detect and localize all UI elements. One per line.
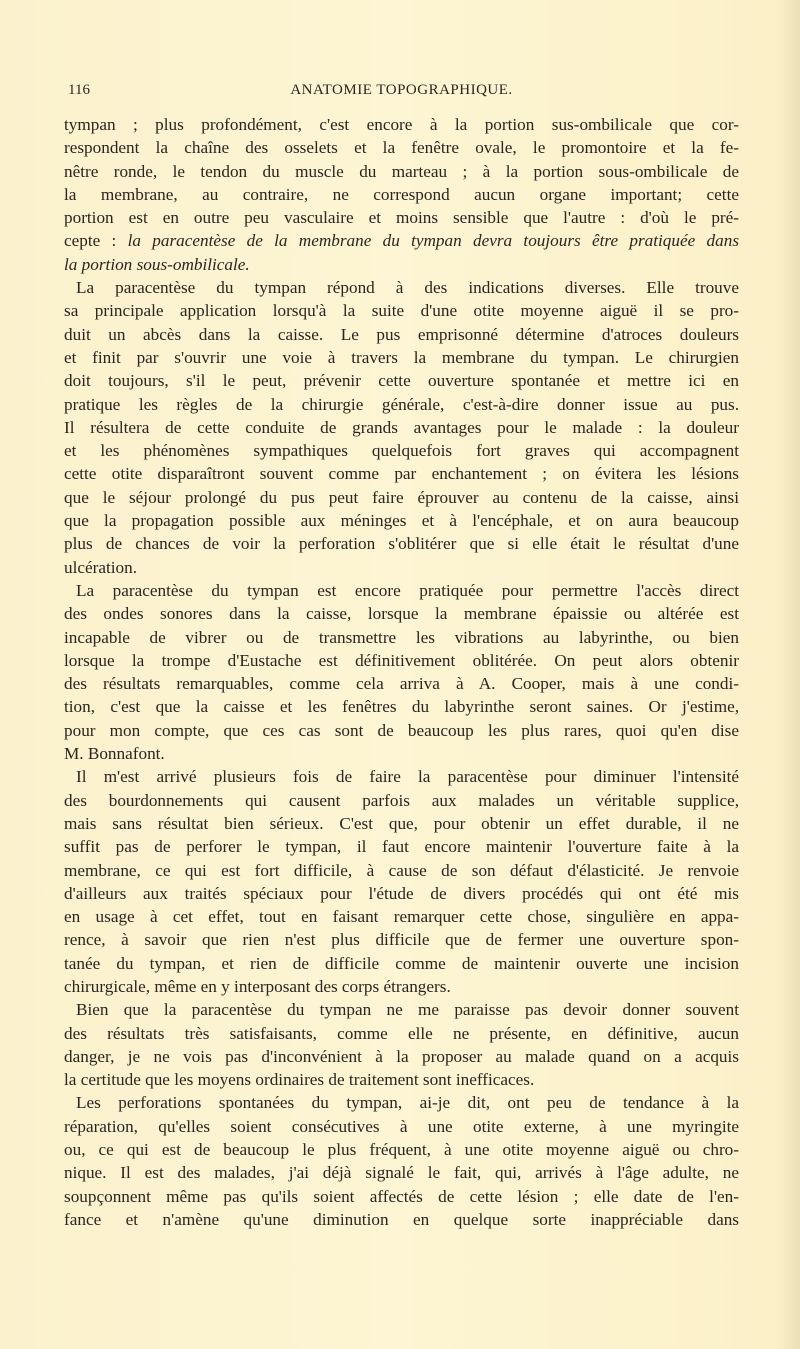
text-line [64, 835, 739, 858]
text-line-roman: ulcération. [64, 557, 138, 577]
text-line-roman: que la propagation possible aux méninges et à l'encéphale, et on aura beaucoup [64, 511, 739, 531]
text-line [64, 1161, 739, 1184]
text-line [64, 602, 739, 625]
text-line-roman: sa principale application lorsqu'à la suite d'une otite moyenne aiguë il se pro- [64, 301, 739, 321]
text-line [64, 812, 739, 835]
text-line-roman: danger, je ne vois pas d'inconvénient à la proposer au malade quand on a acquis [64, 1046, 739, 1066]
text-line [64, 439, 739, 462]
text-line [64, 672, 739, 695]
text-line-roman: cette otite disparaîtront souvent comme par enchantement ; on évitera les lésions [64, 464, 739, 484]
text-line [64, 952, 739, 975]
text-line-roman: la certitude que les moyens ordinaires de traitement sont inefficaces. [64, 1070, 535, 1090]
text-line-roman: cepte : [64, 231, 128, 251]
text-line-roman: et les phénomènes sympathiques quelquefois fort graves qui accompagnent [64, 441, 739, 461]
text-line-italic: la portion sous-ombilicale. [64, 254, 250, 274]
text-line-roman: et finit par s'ouvrir une voie à travers la membrane du tympan. Le chirurgien [64, 347, 739, 367]
text-line [64, 1185, 739, 1208]
text-line [64, 346, 739, 369]
text-line [64, 975, 739, 998]
text-line-roman: suffit pas de perforer le tympan, il faut encore maintenir l'ouverture faite à la [64, 837, 739, 857]
text-line-roman: La paracentèse du tympan répond à des indications diverses. Elle trouve [76, 278, 739, 298]
text-line [64, 183, 739, 206]
text-line [64, 1115, 739, 1138]
text-line [64, 532, 739, 555]
text-line-roman: duit un abcès dans la caisse. Le pus emprisonné détermine d'atroces douleurs [64, 324, 739, 344]
text-line [64, 416, 739, 439]
text-line-roman: rence, à savoir que rien n'est plus difficile que de fermer une ouverture spon- [64, 930, 739, 950]
text-line-roman: chirurgicale, même en y interposant des corps étrangers. [64, 976, 451, 996]
text-line-roman: des bourdonnements qui causent parfois aux malades un véritable supplice, [64, 790, 739, 810]
text-line [64, 765, 739, 788]
text-line [64, 905, 739, 928]
text-line [64, 393, 739, 416]
text-line [64, 1091, 739, 1114]
text-line [64, 928, 739, 951]
text-line-roman: Bien que la paracentèse du tympan ne me paraisse pas devoir donner souvent [76, 1000, 739, 1020]
text-line [64, 649, 739, 672]
text-line-roman: incapable de vibrer ou de transmettre les vibrations au labyrinthe, ou bien [64, 627, 739, 647]
text-line-roman: d'ailleurs aux traités spéciaux pour l'étude de divers procédés qui ont été mis [64, 883, 739, 903]
text-line [64, 253, 739, 276]
body-text [64, 113, 739, 1231]
text-line [64, 323, 739, 346]
text-line-roman: des résultats remarquables, comme cela arriva à A. Cooper, mais à une condi- [64, 674, 739, 694]
text-line [64, 1045, 739, 1068]
text-line-roman: tanée du tympan, et rien de difficile comme de maintenir ouverte une incision [64, 953, 739, 973]
text-line [64, 229, 739, 252]
text-line-roman: en usage à cet effet, tout en faisant remarquer cette chose, singulière en appa- [64, 907, 739, 927]
text-line-roman: la membrane, au contraire, ne correspond aucun organe important; cette [64, 184, 739, 204]
text-line-roman: que le séjour prolongé du pus peut faire éprouver au contenu de la caisse, ainsi [64, 487, 739, 507]
text-line-roman: Les perforations spontanées du tympan, ai-je dit, ont peu de tendance à la [76, 1093, 739, 1113]
text-line-roman: portion est en outre peu vasculaire et moins sensible que l'autre : d'où le pré- [64, 208, 739, 228]
text-line [64, 1068, 739, 1091]
text-line-roman: des ondes sonores dans la caisse, lorsque la membrane épaissie ou altérée est [64, 604, 739, 624]
text-line-roman: Il résultera de cette conduite de grands avantages pour le malade : la douleur [64, 417, 739, 437]
text-line [64, 742, 739, 765]
text-line [64, 789, 739, 812]
text-line [64, 160, 739, 183]
page-number: 116 [68, 82, 90, 98]
text-line-roman: fance et n'amène qu'une diminution en quelque sorte inappréciable dans [64, 1209, 739, 1229]
page-header [64, 82, 739, 106]
text-line-roman: plus de chances de voir la perforation s'oblitérer que si elle était le résultat d'une [64, 534, 739, 554]
text-line [64, 719, 739, 742]
text-line-roman: M. Bonnafont. [64, 744, 165, 764]
text-line [64, 136, 739, 159]
text-line [64, 276, 739, 299]
text-line [64, 369, 739, 392]
text-line-roman: Il m'est arrivé plusieurs fois de faire la paracentèse pour diminuer l'intensité [76, 767, 739, 787]
text-line-roman: tion, c'est que la caisse et les fenêtres du labyrinthe seront saines. Or j'estime, [64, 697, 739, 717]
text-line [64, 695, 739, 718]
text-line [64, 859, 739, 882]
text-line-roman: soupçonnent même pas qu'ils soient affectés de cette lésion ; elle date de l'en- [64, 1186, 739, 1206]
text-line [64, 509, 739, 532]
text-line-roman: pratique les règles de la chirurgie générale, c'est-à-dire donner issue au pus. [64, 394, 739, 414]
text-line [64, 579, 739, 602]
text-line [64, 556, 739, 579]
text-line [64, 1022, 739, 1045]
text-line-roman: membrane, ce qui est fort difficile, à cause de son défaut d'élasticité. Je renvoie [64, 860, 739, 880]
text-line [64, 882, 739, 905]
text-line-roman: mais sans résultat bien sérieux. C'est que, pour obtenir un effet durable, il ne [64, 813, 739, 833]
text-line-roman: réparation, qu'elles soient consécutives à une otite externe, à une myringite [64, 1116, 739, 1136]
text-line-roman: tympan ; plus profondément, c'est encore à la portion sus-ombilicale que cor- [64, 115, 739, 134]
text-line-roman: ou, ce qui est de beaucoup le plus fréquent, à une otite moyenne aiguë ou chro- [64, 1140, 739, 1160]
text-line-roman: La paracentèse du tympan est encore pratiquée pour permettre l'accès direct [76, 580, 739, 600]
running-head: ANATOMIE TOPOGRAPHIQUE. [290, 82, 513, 98]
text-line-roman: nêtre ronde, le tendon du muscle du marteau ; à la portion sous-ombilicale de [64, 161, 739, 181]
text-line-roman: nique. Il est des malades, j'ai déjà signalé le fait, qui, arrivés à l'âge adulte, ne [64, 1163, 739, 1183]
text-line [64, 1138, 739, 1161]
text-line [64, 1208, 739, 1231]
text-line-roman: pour mon compte, que ces cas sont de beaucoup les plus rares, quoi qu'en dise [64, 720, 739, 740]
text-line-roman: des résultats très satisfaisants, comme elle ne présente, en définitive, aucun [64, 1023, 739, 1043]
text-line [64, 113, 739, 136]
text-line-italic: la paracentèse de la membrane du tympan devra toujours être pratiquée dans [127, 231, 740, 251]
text-line [64, 299, 739, 322]
text-line-roman: doit toujours, s'il le peut, prévenir cette ouverture spontanée et mettre ici en [64, 371, 739, 391]
text-line-roman: respondent la chaîne des osselets et la fenêtre ovale, le promontoire et la fe- [64, 138, 739, 158]
text-line [64, 998, 739, 1021]
text-line [64, 486, 739, 509]
text-line-roman: lorsque la trompe d'Eustache est définitivement oblitérée. On peut alors obtenir [64, 650, 739, 670]
text-line [64, 462, 739, 485]
text-line [64, 626, 739, 649]
text-line [64, 206, 739, 229]
